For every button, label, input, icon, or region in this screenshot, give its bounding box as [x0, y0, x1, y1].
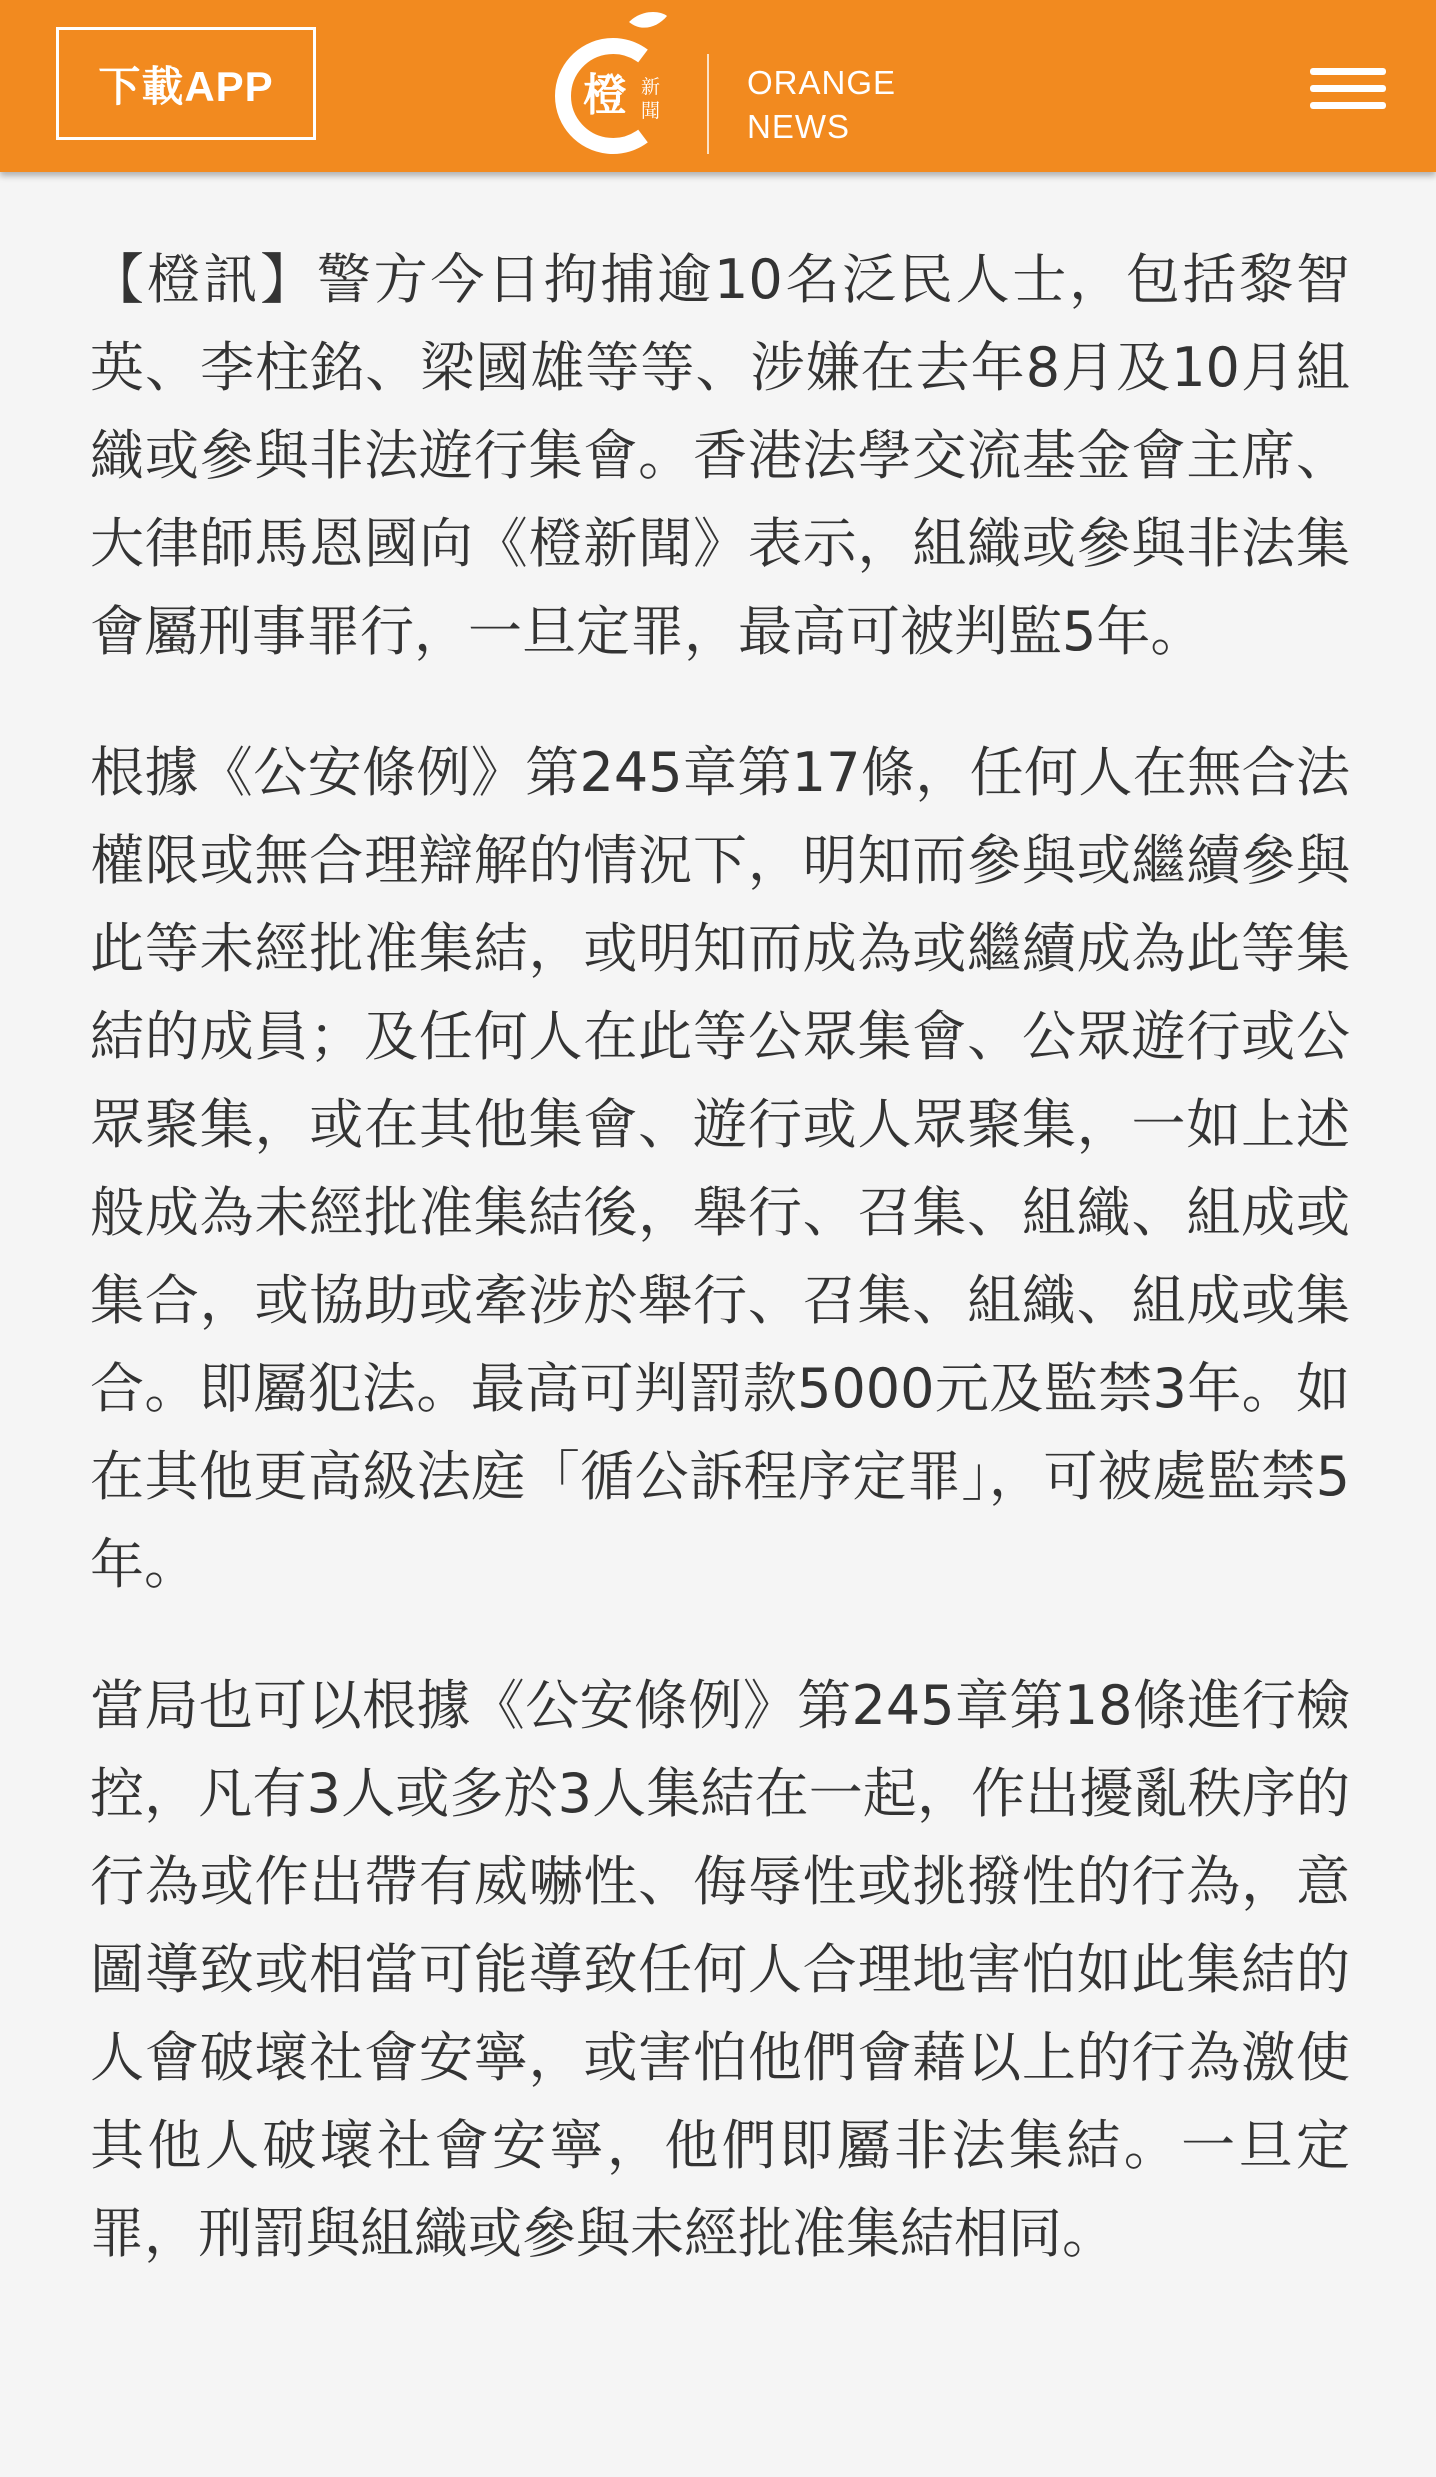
logo-main-character: 橙 — [583, 70, 627, 121]
logo-text-orange: ORANGE — [747, 64, 897, 101]
article-paragraph: 根據《公安條例》第245章第17條，任何人在無合法權限或無合理辯解的情況下，明知而參與或繼續參與此等未經批准集結，或明知而成為或繼續成為此等集結的成員；及任何人在此等公眾集會、公眾遊行或公眾聚集，或在其他集會、遊行或人眾聚集，一如上述般成為未經批准集結後，舉行、召集、組織、組成或集合，或協助或牽涉於舉行、召集、組織、組成或集合。即屬犯法。最高可判罰款5000元及監禁3年。如在其他更高級法庭「循公訴程序定罪」，可被處監禁5年。 — [90, 741, 1350, 1596]
logo-text-news: NEWS — [747, 108, 850, 145]
menu-bar — [1310, 68, 1386, 75]
hamburger-menu-icon[interactable] — [1310, 62, 1386, 116]
article-paragraph: 當局也可以根據《公安條例》第245章第18條進行檢控，凡有3人或多於3人集結在一起，作出擾亂秩序的行為或作出帶有威嚇性、侮辱性或挑撥性的行為，意圖導致或相當可能導致任何人合理地害怕如此集結的人會破壞社會安寧，或害怕他們會藉以上的行為激使其他人破壞社會安寧，他們即屬非法集結。一旦定罪，刑罰與組織或參與未經批准集結相同。 — [90, 1674, 1350, 2265]
menu-bar — [1310, 85, 1386, 92]
logo-small-character-2: 聞 — [641, 100, 661, 122]
logo-divider — [707, 54, 709, 154]
logo-small-character-1: 新 — [641, 76, 661, 98]
top-header — [0, 0, 1436, 172]
menu-bar — [1310, 102, 1386, 109]
download-app-button[interactable]: 下載APP — [56, 27, 316, 140]
article-paragraph: 【橙訊】警方今日拘捕逾10名泛民人士，包括黎智英、李柱銘、梁國雄等等、涉嫌在去年8月及10月組織或參與非法遊行集會。香港法學交流基金會主席、大律師馬恩國向《橙新聞》表示，組織或參與非法集會屬刑事罪行，一旦定罪，最高可被判監5年。 — [90, 248, 1350, 663]
article-body — [90, 236, 1350, 2331]
orange-news-logo[interactable] — [545, 8, 925, 168]
